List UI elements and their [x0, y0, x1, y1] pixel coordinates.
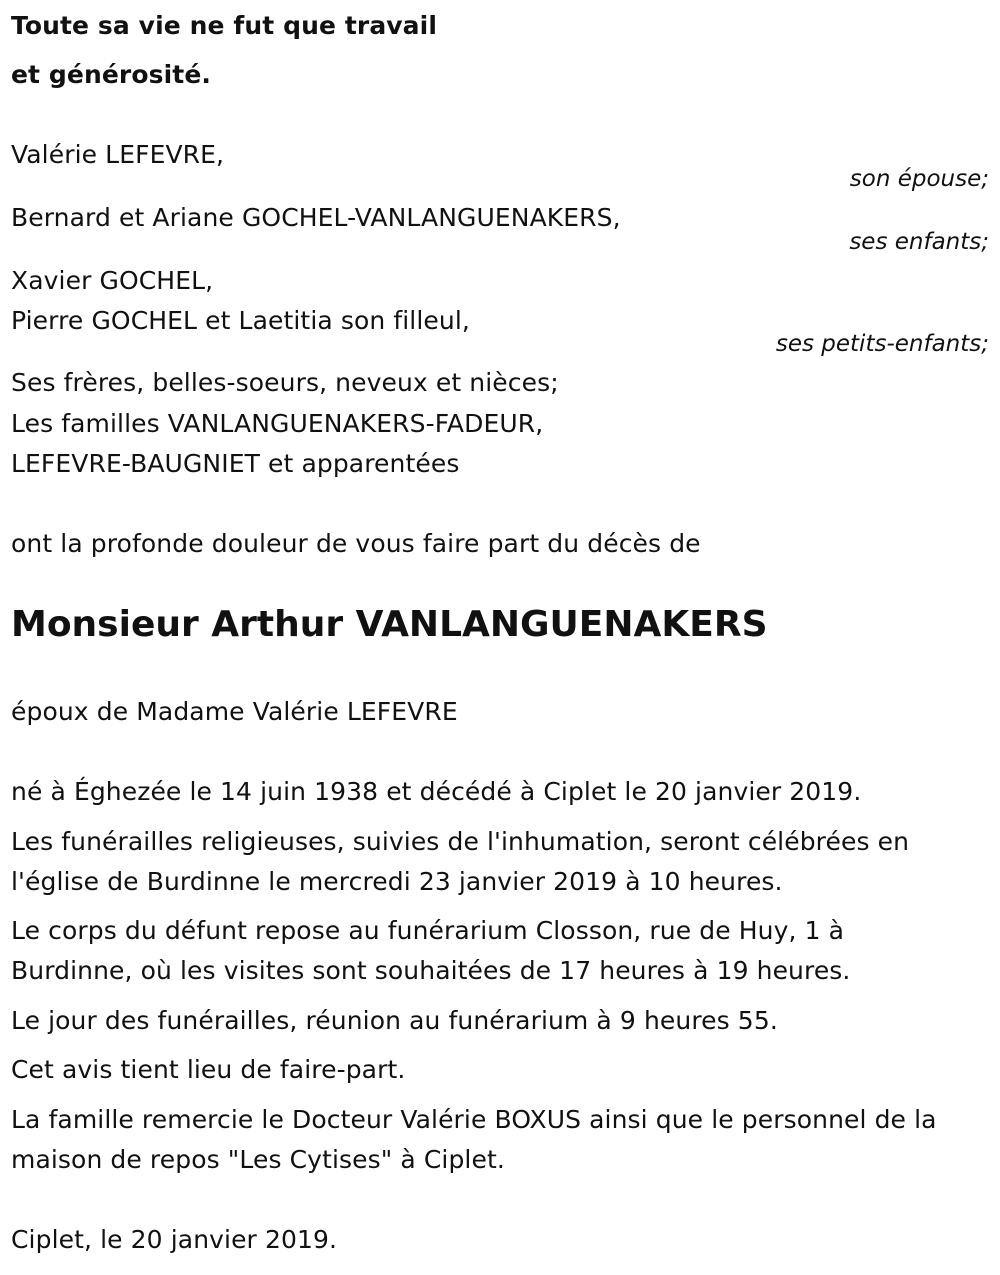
- repose-text-line-1: Le corps du défunt repose au funérarium Closson, rue de Huy, 1 à: [11, 916, 845, 945]
- children-relation: ses enfants;: [849, 229, 989, 255]
- children-names: Bernard et Ariane GOCHEL-VANLANGUENAKERS,: [11, 203, 621, 232]
- grandchild-name-1: Xavier GOCHEL,: [11, 266, 214, 295]
- spouse-relation: son épouse;: [849, 166, 989, 192]
- other-family-line-1: Ses frères, belles-soeurs, neveux et nièces;: [11, 368, 559, 397]
- funeral-text-line-1: Les funérailles religieuses, suivies de l'inhumation, seront célébrées en: [11, 827, 910, 856]
- thanks-text-line-2: maison de repos "Les Cytises" à Ciplet.: [11, 1145, 505, 1174]
- funeral-text-line-2: l'église de Burdinne le mercredi 23 janvier 2019 à 10 heures.: [11, 867, 783, 896]
- spouse-name: Valérie LEFEVRE,: [11, 140, 225, 169]
- deceased-name: Monsieur Arthur VANLANGUENAKERS: [11, 604, 768, 645]
- repose-text-line-2: Burdinne, où les visites sont souhaitées de 17 heures à 19 heures.: [11, 956, 851, 985]
- birth-death-text: né à Éghezée le 14 juin 1938 et décédé à Ciplet le 20 janvier 2019.: [11, 777, 862, 806]
- thanks-text-line-1: La famille remercie le Docteur Valérie BOXUS ainsi que le personnel de la: [11, 1105, 937, 1134]
- notice-text: Cet avis tient lieu de faire-part.: [11, 1055, 406, 1084]
- closing-place-date: Ciplet, le 20 janvier 2019.: [11, 1225, 338, 1254]
- grandchildren-relation: ses petits-enfants;: [775, 331, 989, 357]
- grandchild-name-2: Pierre GOCHEL et Laetitia son filleul,: [11, 306, 470, 335]
- other-family-line-2: Les familles VANLANGUENAKERS-FADEUR,: [11, 409, 544, 438]
- other-family-line-3: LEFEVRE-BAUGNIET et apparentées: [11, 449, 460, 478]
- epitaph-line-2: et générosité.: [11, 60, 211, 89]
- meeting-text: Le jour des funérailles, réunion au funérarium à 9 heures 55.: [11, 1006, 778, 1035]
- announcement-text: ont la profonde douleur de vous faire part du décès de: [11, 529, 701, 558]
- deceased-spouse-of: époux de Madame Valérie LEFEVRE: [11, 697, 458, 726]
- epitaph-line-1: Toute sa vie ne fut que travail: [11, 11, 437, 40]
